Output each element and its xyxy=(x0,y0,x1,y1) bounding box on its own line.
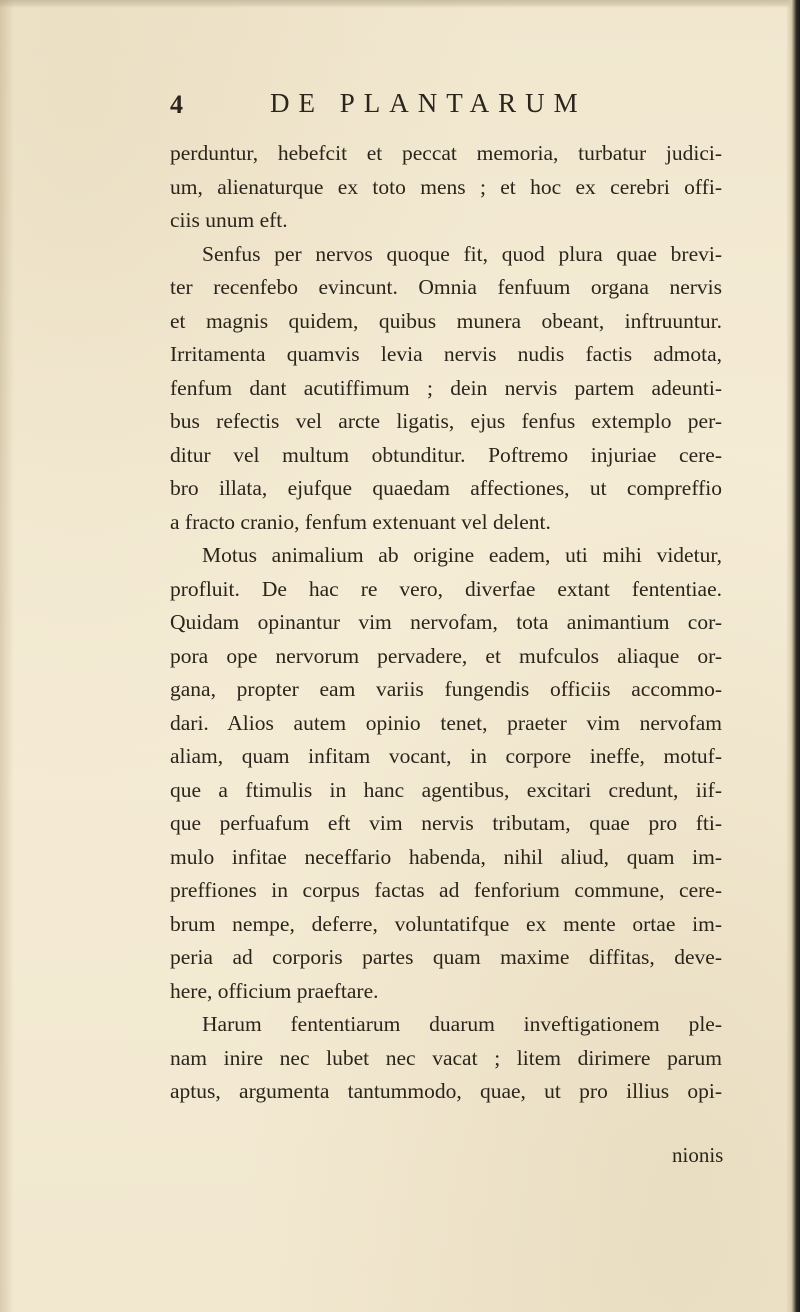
text-line: a fracto cranio, fenfum extenuant vel delent. xyxy=(170,509,551,534)
text-line: Senfus per nervos quoque fit, quod plura quae brevi- xyxy=(202,241,722,266)
page-top-edge xyxy=(0,0,800,8)
text-line: gana, propter eam variis fungendis officiis accommo- xyxy=(170,677,722,701)
text-line: brum nempe, deferre, voluntatifque ex mente ortae im- xyxy=(170,911,722,936)
text-line: aliam, quam infitam vocant, in corpore ineffe, motuf- xyxy=(170,744,722,768)
text-line: nam inire nec lubet nec vacat ; litem dirimere parum xyxy=(170,1045,722,1070)
page-right-edge xyxy=(786,0,800,1312)
text-line: here, officium praeftare. xyxy=(170,978,379,1003)
text-line: profluit. De hac re vero, diverfae extant fententiae. xyxy=(170,576,722,601)
text-line: Motus animalium ab origine eadem, uti mihi videtur, xyxy=(202,543,722,567)
text-line: ciis unum eft. xyxy=(170,208,288,232)
body-text xyxy=(170,137,722,1109)
text-line: fenfum dant acutiffimum ; dein nervis partem adeunti- xyxy=(170,375,722,400)
text-line: que a ftimulis in hanc agentibus, excitari credunt, iif- xyxy=(170,777,722,802)
text-line: et magnis quidem, quibus munera obeant, inftruuntur. xyxy=(170,308,722,333)
text-line: bro illata, ejufque quaedam affectiones, ut compreffio xyxy=(170,476,722,500)
page-number: 4 xyxy=(170,90,183,119)
text-line: perduntur, hebefcit et peccat memoria, turbatur judici- xyxy=(170,141,722,165)
page-header xyxy=(170,88,710,122)
text-line: peria ad corporis partes quam maxime diffitas, deve- xyxy=(170,945,722,969)
text-line: mulo infitae neceffario habenda, nihil aliud, quam im- xyxy=(170,844,722,869)
text-line: bus refectis vel arcte ligatis, ejus fenfus extemplo per- xyxy=(170,409,722,433)
text-line: Harum fententiarum duarum inveftigationem ple- xyxy=(202,1012,722,1036)
text-line: aptus, argumenta tantummodo, quae, ut pro illius opi- xyxy=(170,1079,722,1103)
text-line: Irritamenta quamvis levia nervis nudis factis admota, xyxy=(170,342,722,366)
text-line: Quidam opinantur vim nervofam, tota animantium cor- xyxy=(170,610,722,634)
text-line: ter recenfebo evincunt. Omnia fenfuum organa nervis xyxy=(170,275,722,299)
text-line: pora ope nervorum pervadere, et mufculos aliaque or- xyxy=(170,643,722,668)
text-line: dari. Alios autem opinio tenet, praeter vim nervofam xyxy=(170,710,722,735)
text-line: que perfuafum eft vim nervis tributam, quae pro fti- xyxy=(170,811,722,835)
running-head: DE PLANTARUM xyxy=(270,88,587,118)
text-line: um, alienaturque ex toto mens ; et hoc ex cerebri offi- xyxy=(170,174,722,199)
page-gutter-shadow xyxy=(0,0,14,1312)
text-line: preffiones in corpus factas ad fenforium commune, cere- xyxy=(170,878,722,902)
catchword: nionis xyxy=(672,1143,724,1167)
text-line: ditur vel multum obtunditur. Poftremo injuriae cere- xyxy=(170,442,722,467)
